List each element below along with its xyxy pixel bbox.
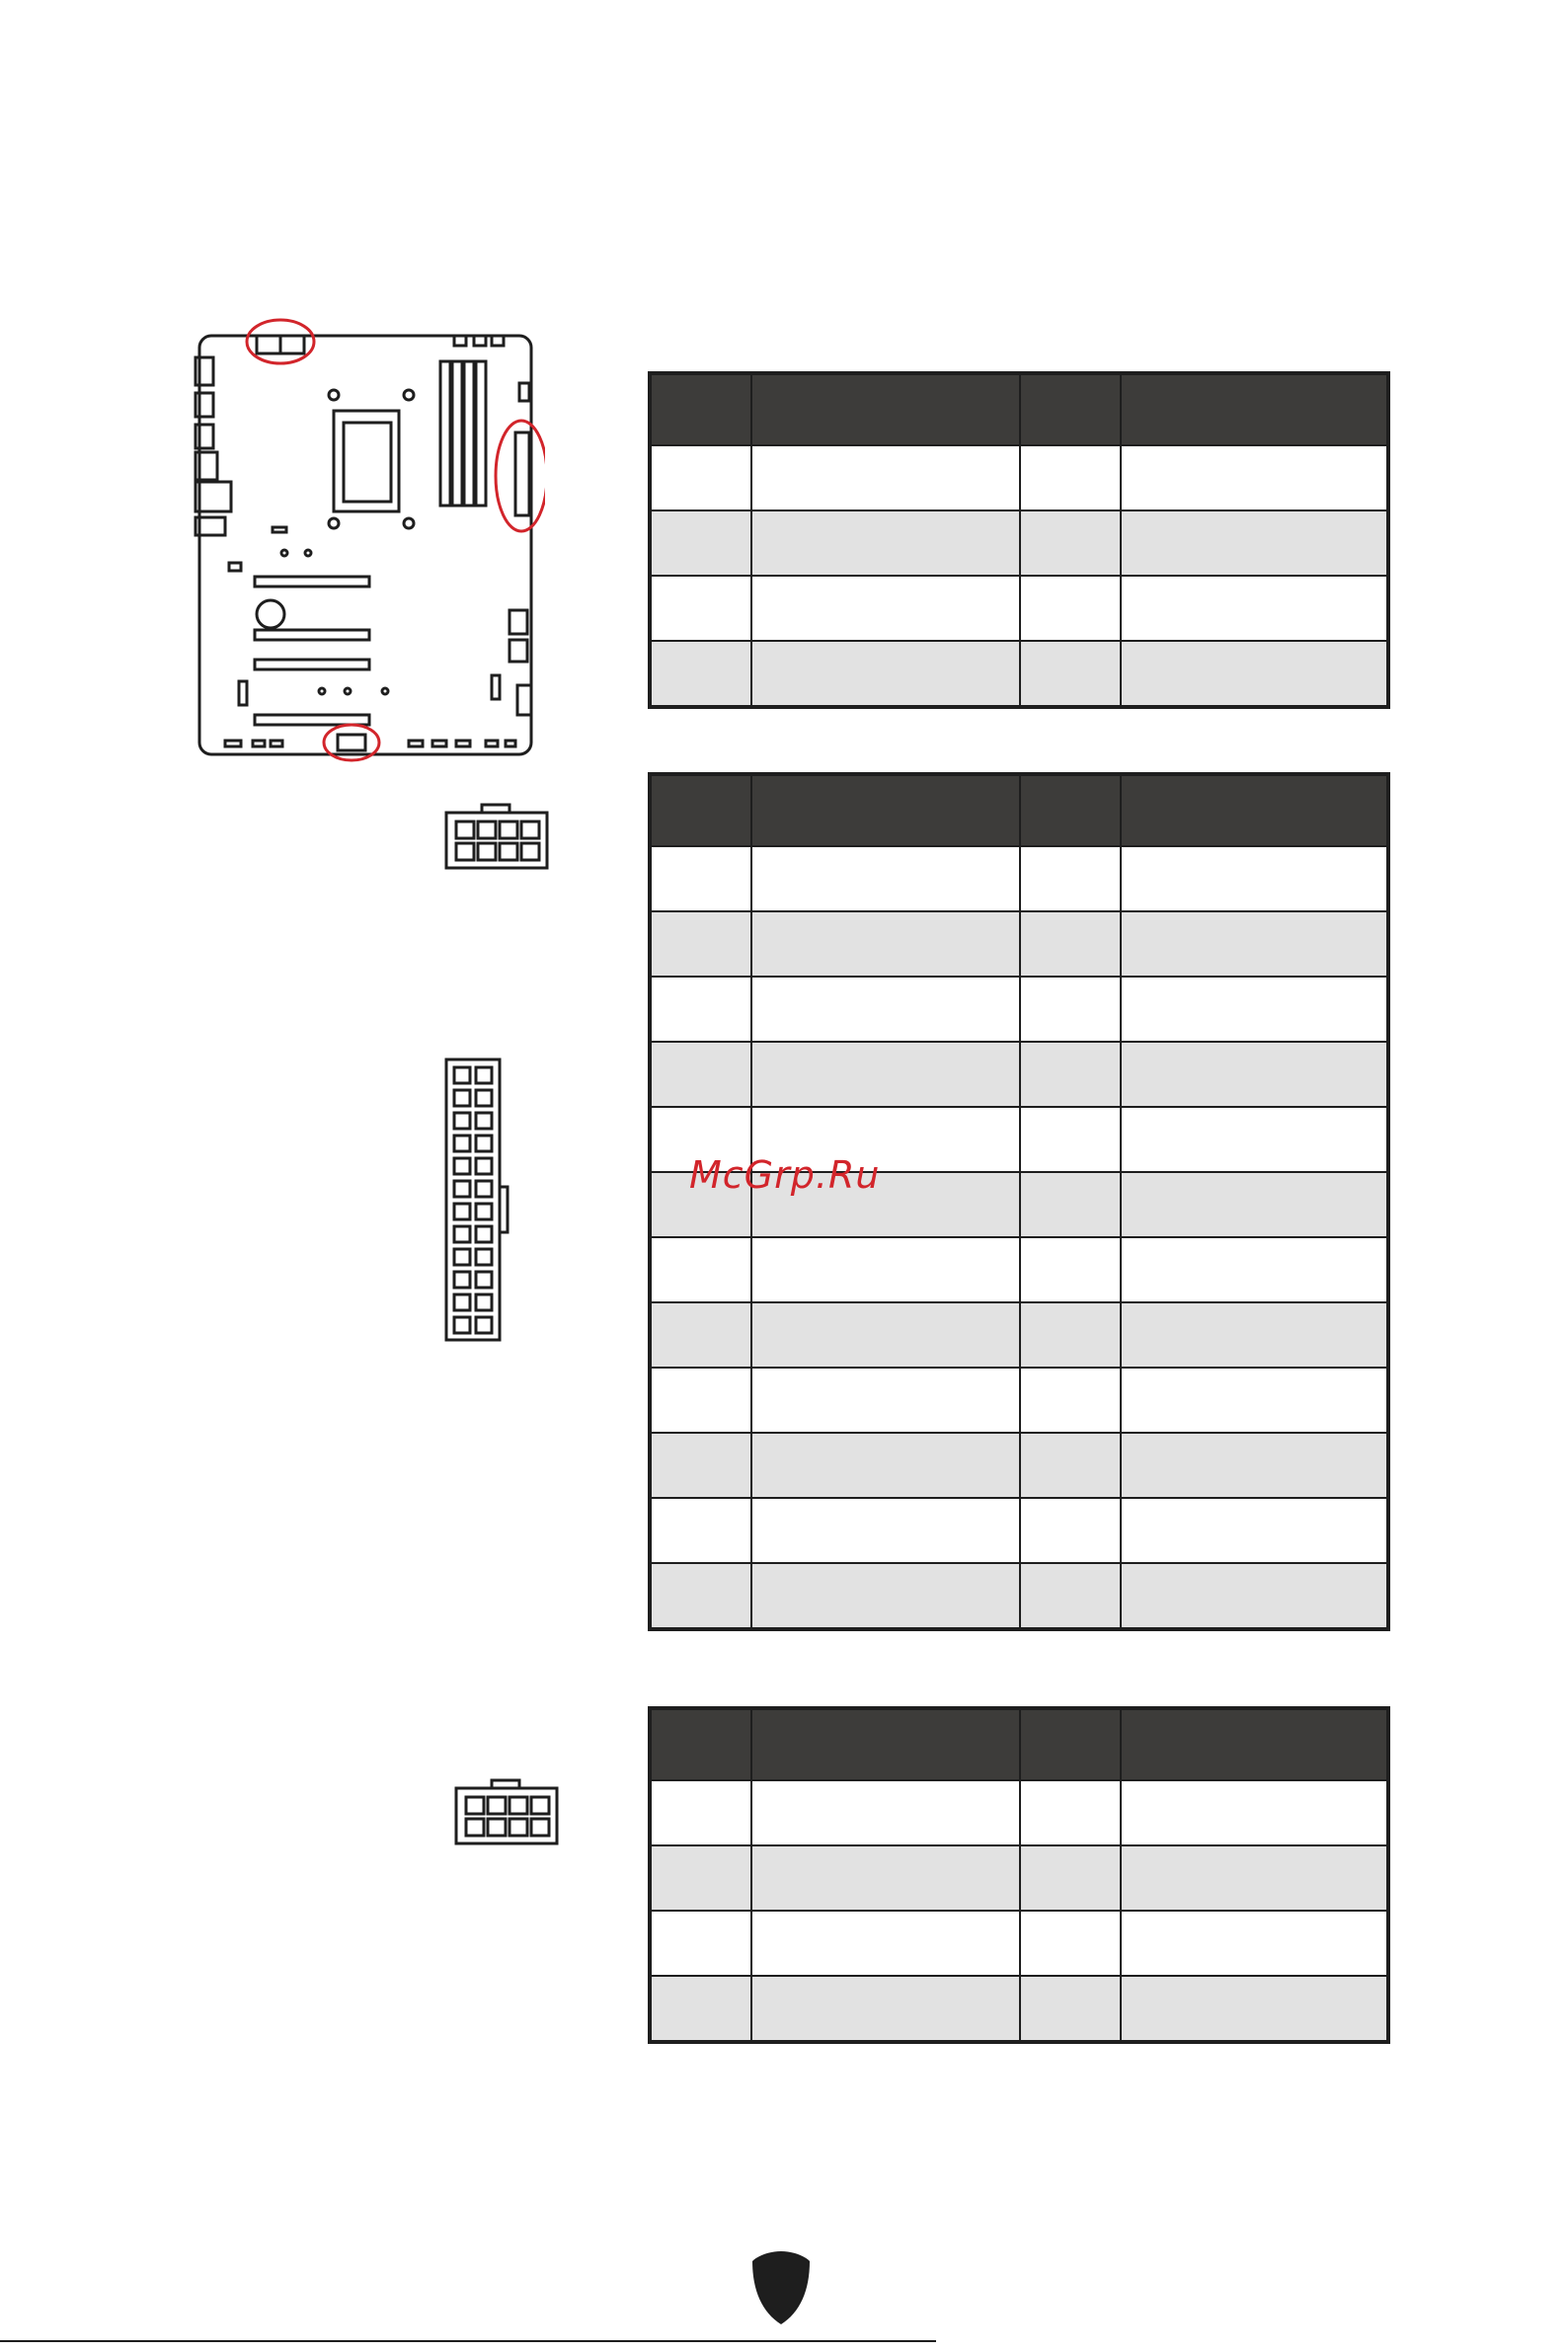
table-cell bbox=[652, 978, 752, 1041]
table-cell bbox=[652, 1977, 752, 2040]
table-cell bbox=[652, 1303, 752, 1367]
header-cell bbox=[1122, 375, 1386, 444]
table-row bbox=[652, 1975, 1386, 2040]
table-cell bbox=[1021, 1108, 1122, 1171]
table-cell bbox=[1021, 642, 1122, 705]
table-cell bbox=[1122, 978, 1386, 1041]
table-cell bbox=[652, 1781, 752, 1844]
table-cell bbox=[1021, 1781, 1122, 1844]
table-cell bbox=[1021, 1369, 1122, 1432]
24-pin-connector-icon bbox=[442, 1057, 511, 1343]
table-cell bbox=[1122, 446, 1386, 510]
table-row bbox=[652, 976, 1386, 1041]
table-cell bbox=[1122, 1043, 1386, 1106]
table-cell bbox=[1122, 1173, 1386, 1236]
table-cell bbox=[1021, 446, 1122, 510]
table-cell bbox=[1021, 511, 1122, 575]
motherboard-diagram-icon bbox=[190, 314, 545, 762]
table-cell bbox=[1122, 1303, 1386, 1367]
table-cell bbox=[1021, 847, 1122, 910]
header-cell bbox=[752, 776, 1021, 845]
table-row bbox=[652, 845, 1386, 910]
table-row bbox=[652, 575, 1386, 640]
table-cell bbox=[752, 577, 1021, 640]
shield-logo-icon bbox=[748, 2247, 814, 2328]
pin-table-bottom bbox=[648, 1706, 1390, 2044]
table-header-row bbox=[652, 1710, 1386, 1779]
table-cell bbox=[1122, 1846, 1386, 1910]
table-cell bbox=[1021, 912, 1122, 976]
table-row bbox=[652, 910, 1386, 976]
table-cell bbox=[652, 912, 752, 976]
table-cell bbox=[752, 847, 1021, 910]
table-cell bbox=[752, 912, 1021, 976]
table-cell bbox=[1122, 642, 1386, 705]
header-cell bbox=[752, 1710, 1021, 1779]
table-row bbox=[652, 1844, 1386, 1910]
table-cell bbox=[652, 642, 752, 705]
table-cell bbox=[752, 1434, 1021, 1497]
table-cell bbox=[652, 1846, 752, 1910]
header-cell bbox=[652, 776, 752, 845]
header-cell bbox=[1021, 776, 1122, 845]
table-cell bbox=[752, 1303, 1021, 1367]
table-row bbox=[652, 1367, 1386, 1432]
table-cell bbox=[1021, 1846, 1122, 1910]
table-row bbox=[652, 1301, 1386, 1367]
header-cell bbox=[1122, 776, 1386, 845]
table-cell bbox=[1122, 1781, 1386, 1844]
table-cell bbox=[1122, 1434, 1386, 1497]
table-cell bbox=[752, 1846, 1021, 1910]
table-cell bbox=[1122, 1108, 1386, 1171]
table-cell bbox=[652, 1369, 752, 1432]
table-cell bbox=[752, 642, 1021, 705]
table-cell bbox=[652, 847, 752, 910]
table-cell bbox=[752, 1781, 1021, 1844]
table-cell bbox=[752, 978, 1021, 1041]
table-cell bbox=[752, 1238, 1021, 1301]
table-cell bbox=[652, 1043, 752, 1106]
table-cell bbox=[1021, 1238, 1122, 1301]
table-cell bbox=[652, 1238, 752, 1301]
table-cell bbox=[652, 1912, 752, 1975]
8-pin-connector-icon bbox=[442, 802, 551, 871]
table-cell bbox=[752, 446, 1021, 510]
header-cell bbox=[652, 375, 752, 444]
table-cell bbox=[752, 1564, 1021, 1627]
table-cell bbox=[1122, 1912, 1386, 1975]
table-cell bbox=[752, 1977, 1021, 2040]
header-cell bbox=[1021, 1710, 1122, 1779]
table-cell bbox=[1021, 1564, 1122, 1627]
table-cell bbox=[1021, 577, 1122, 640]
table-cell bbox=[652, 1434, 752, 1497]
table-cell bbox=[652, 1499, 752, 1562]
pin-table-top bbox=[648, 371, 1390, 709]
table-cell bbox=[1122, 577, 1386, 640]
table-row bbox=[652, 1562, 1386, 1627]
table-cell bbox=[1122, 511, 1386, 575]
table-row bbox=[652, 1041, 1386, 1106]
table-cell bbox=[1122, 1369, 1386, 1432]
header-cell bbox=[752, 375, 1021, 444]
table-cell bbox=[752, 1043, 1021, 1106]
table-cell bbox=[1122, 1977, 1386, 2040]
table-cell bbox=[1021, 1303, 1122, 1367]
table-cell bbox=[652, 1564, 752, 1627]
table-cell bbox=[1021, 978, 1122, 1041]
table-cell bbox=[752, 511, 1021, 575]
table-cell bbox=[652, 446, 752, 510]
table-cell bbox=[652, 511, 752, 575]
footer-divider bbox=[0, 2340, 936, 2342]
table-cell bbox=[752, 1369, 1021, 1432]
table-header-row bbox=[652, 776, 1386, 845]
table-cell bbox=[1021, 1434, 1122, 1497]
8-pin-connector-icon bbox=[452, 1777, 561, 1846]
table-row bbox=[652, 1432, 1386, 1497]
table-cell bbox=[1021, 1499, 1122, 1562]
table-cell bbox=[1021, 1977, 1122, 2040]
table-cell bbox=[1021, 1912, 1122, 1975]
pin-table-middle bbox=[648, 772, 1390, 1631]
table-cell bbox=[1021, 1043, 1122, 1106]
table-cell bbox=[1122, 847, 1386, 910]
table-cell bbox=[1122, 912, 1386, 976]
table-cell bbox=[652, 577, 752, 640]
table-cell bbox=[752, 1499, 1021, 1562]
table-row bbox=[652, 444, 1386, 510]
table-row bbox=[652, 510, 1386, 575]
watermark-text: McGrp.Ru bbox=[689, 1153, 881, 1197]
table-row bbox=[652, 1236, 1386, 1301]
table-cell bbox=[1021, 1173, 1122, 1236]
table-header-row bbox=[652, 375, 1386, 444]
header-cell bbox=[652, 1710, 752, 1779]
table-cell bbox=[1122, 1564, 1386, 1627]
header-cell bbox=[1122, 1710, 1386, 1779]
header-cell bbox=[1021, 375, 1122, 444]
table-row bbox=[652, 640, 1386, 705]
table-row bbox=[652, 1497, 1386, 1562]
table-cell bbox=[1122, 1238, 1386, 1301]
table-row bbox=[652, 1910, 1386, 1975]
table-row bbox=[652, 1779, 1386, 1844]
table-cell bbox=[752, 1912, 1021, 1975]
table-cell bbox=[1122, 1499, 1386, 1562]
